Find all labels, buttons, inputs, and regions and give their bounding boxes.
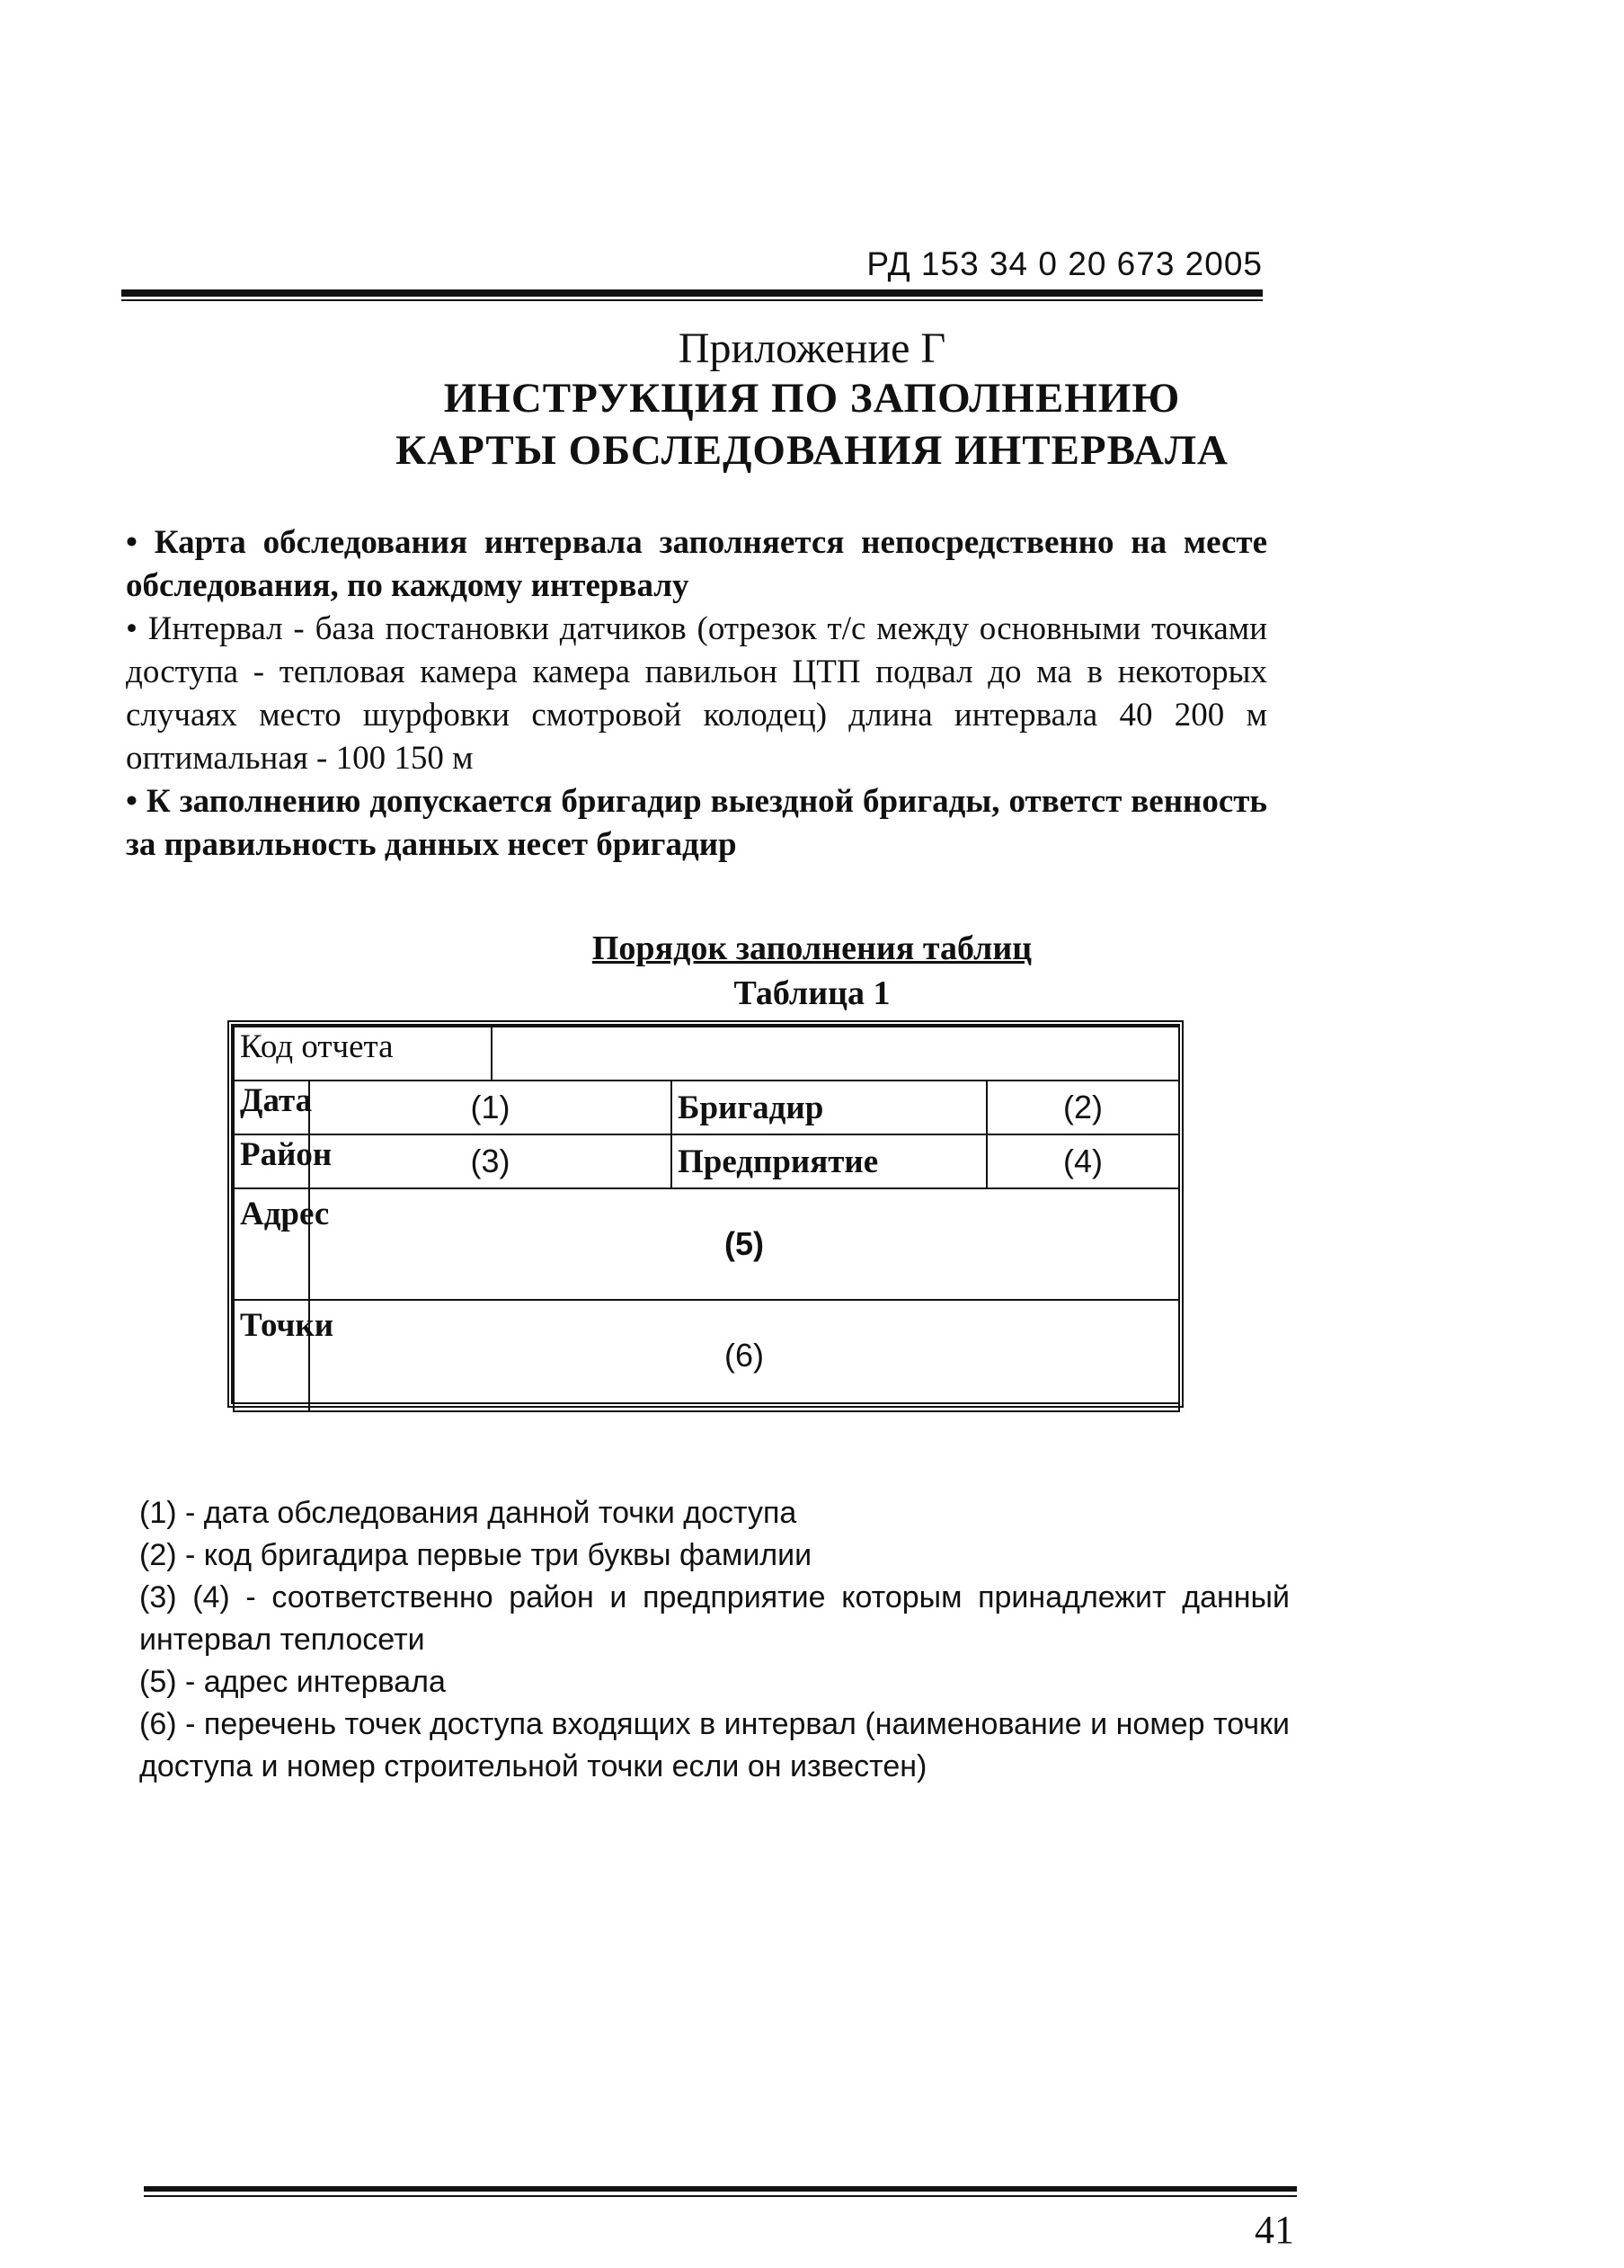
- foreman-ref: (2): [987, 1081, 1179, 1134]
- bullet-paragraph: • Интервал - база постановки датчиков (отрезок т/с между основными точками доступа - тепловая камера камера павильон ЦТП подвал до ма в некоторых случаях место шурфовки смотровой колодец) длина интервала 40 200 м оптимальная - 100 150 м: [126, 610, 1267, 777]
- report-code-label: Код отчета: [234, 1027, 492, 1081]
- footnote-item: (1) - дата обследования данной точки доступа: [139, 1496, 797, 1530]
- table-row: [234, 1134, 1179, 1188]
- footnote-item: (6) - перечень точек доступа входящих в интервал (наименование и номер точки доступа и номер строительной точки если он известен): [139, 1707, 1290, 1783]
- header-rule: [121, 289, 1263, 297]
- points-label: Точки: [234, 1300, 309, 1411]
- address-label: Адрес: [234, 1188, 309, 1300]
- header-rule-thin: [121, 299, 1263, 301]
- form-table: [227, 1020, 1184, 1408]
- enterprise-ref: (4): [987, 1134, 1179, 1188]
- date-ref: (1): [309, 1081, 671, 1134]
- page-title-line-1: ИНСТРУКЦИЯ ПО ЗАПОЛНЕНИЮ: [443, 375, 1181, 422]
- footer-rule: [144, 2186, 1297, 2192]
- foreman-label: Бригадир: [671, 1081, 987, 1134]
- table-row: [234, 1300, 1179, 1411]
- document-code: РД 153 34 0 20 673 2005: [866, 245, 1263, 282]
- footnotes: [139, 1492, 1290, 1788]
- instruction-bullets: [126, 521, 1267, 867]
- district-label: Район: [234, 1134, 309, 1188]
- table-row: [234, 1027, 1179, 1081]
- table-caption: Таблица 1: [733, 974, 891, 1012]
- table-row: [234, 1081, 1179, 1134]
- footnote-item: (3) (4) - соответственно район и предприятие которым принадлежит данный интервал теплосети: [139, 1580, 1290, 1657]
- enterprise-label: Предприятие: [671, 1134, 987, 1188]
- page-title-line-2: КАРТЫ ОБСЛЕДОВАНИЯ ИНТЕРВАЛА: [395, 427, 1229, 474]
- bullet-paragraph: • Карта обследования интервала заполняется непосредственно на месте обследования, по каждому интервалу: [126, 524, 1267, 604]
- table-row: [234, 1188, 1179, 1300]
- appendix-label: Приложение Г: [678, 325, 946, 372]
- report-table: [233, 1026, 1180, 1412]
- address-ref: (5): [309, 1188, 1179, 1300]
- footnote-item: (5) - адрес интервала: [139, 1665, 446, 1699]
- points-ref: (6): [309, 1300, 1179, 1411]
- report-code-value: [492, 1027, 1179, 1081]
- page-number: 41: [1255, 2208, 1294, 2252]
- bullet-paragraph: • К заполнению допускается бригадир выездной бригады, ответст венность за правильность данных несет бригадир: [126, 783, 1267, 863]
- footer-rule-thin: [144, 2195, 1297, 2197]
- footnote-item: (2) - код бригадира первые три буквы фамилии: [139, 1538, 812, 1572]
- table-order-heading: Порядок заполнения таблиц: [591, 929, 1033, 967]
- date-label: Дата: [234, 1081, 309, 1134]
- district-ref: (3): [309, 1134, 671, 1188]
